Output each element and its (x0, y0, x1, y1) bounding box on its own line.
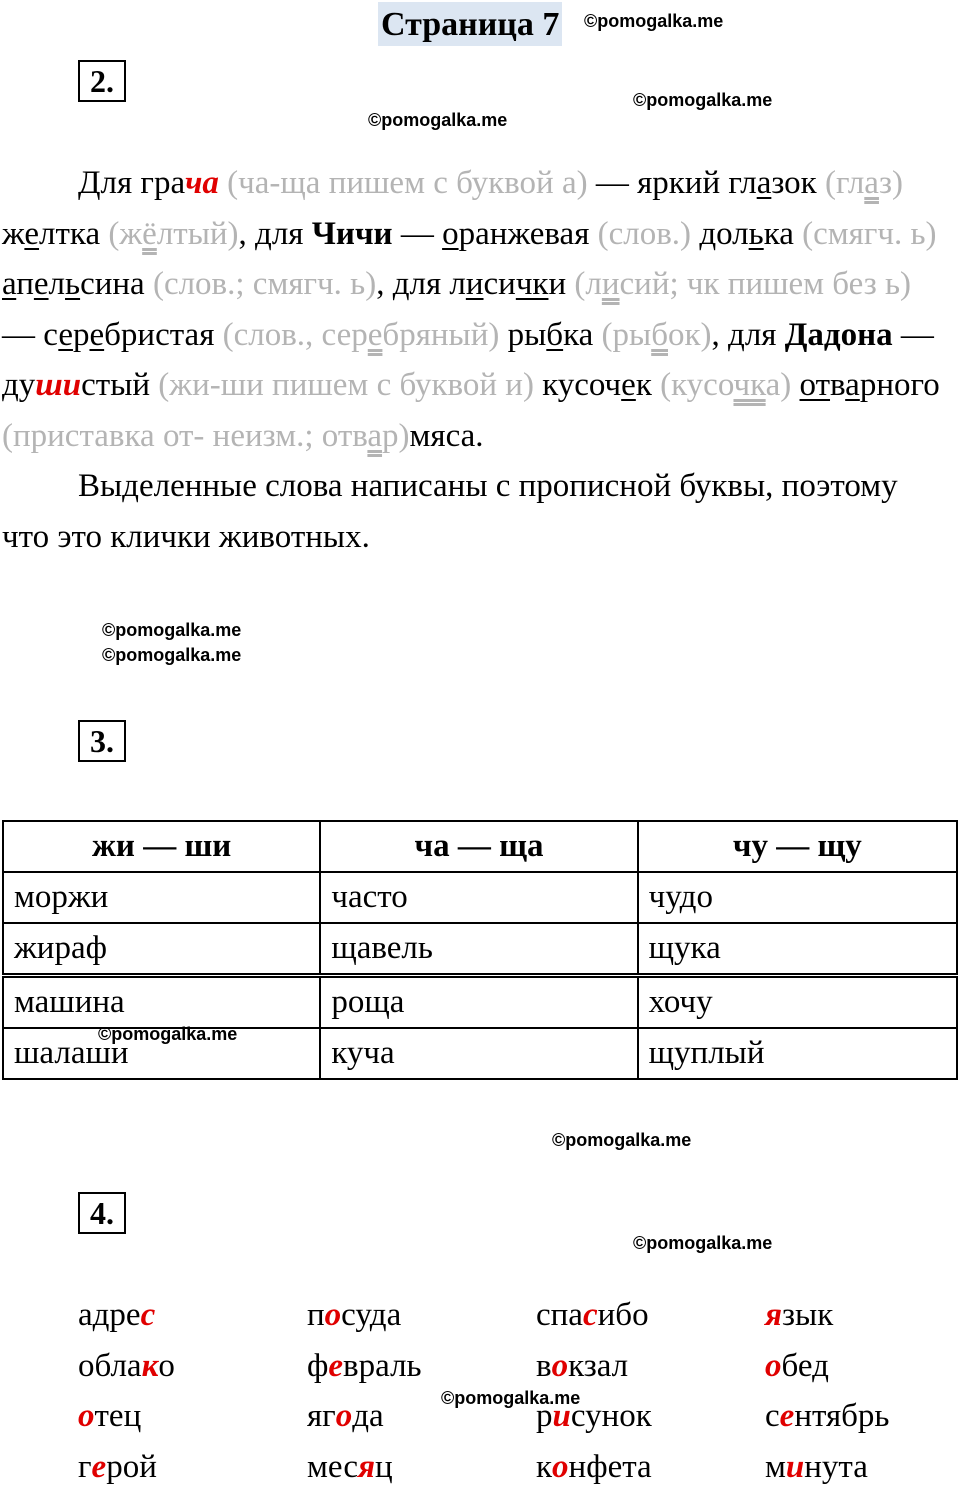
highlighted-letter: с (583, 1297, 598, 1333)
table-cell: чудо (638, 872, 957, 923)
table-cell: часто (320, 872, 637, 923)
word: ягода (307, 1391, 422, 1442)
exercise-2-number: 2. (78, 60, 126, 102)
highlighted-letter: я (358, 1449, 375, 1485)
table-header: ча — ща (320, 821, 637, 872)
highlighted-letter: и (786, 1449, 804, 1485)
word: язык (765, 1290, 889, 1341)
table-cell: щука (638, 923, 957, 976)
table-cell: щуплый (638, 1028, 957, 1079)
word: сентябрь (765, 1391, 889, 1442)
word: герой (78, 1442, 175, 1492)
table-cell: роща (320, 976, 637, 1029)
word: отец (78, 1391, 175, 1442)
highlighted-letter: и (553, 1398, 571, 1434)
table-row (3, 976, 957, 1029)
word: спасибо (536, 1290, 652, 1341)
page-title: Страница 7 (378, 2, 562, 46)
table-row (3, 872, 957, 923)
highlighted-letter: с (141, 1297, 156, 1333)
highlighted-letter: я (765, 1297, 782, 1333)
word: конфета (536, 1442, 652, 1492)
highlighted-letter: е (328, 1348, 343, 1384)
table-cell: машина (3, 976, 320, 1029)
word: адрес (78, 1290, 175, 1341)
table-header: жи — ши (3, 821, 320, 872)
exercise-2-text: Для грача (ча-ща пишем с буквой а) — яркий глазок (глаз) желтка (жёлтый), для Чичи — оранжевая (слов.) долька (смягч. ь) апельсина (слов.; смягч. ь), для лисички (лисий; чк пишем без ь) — серебристая (слов., серебряный) рыбка (рыбок), для Дадона — душистый (жи-ши пишем с буквой и) кусочек (кусочка) отварного (приставка от- неизм.; отвар)мяса. Выделенные слова написаны с прописной буквы, поэтому что это клички животных. (2, 158, 952, 562)
table-cell: щавель (320, 923, 637, 976)
highlighted-letter: о (552, 1449, 569, 1485)
word: февраль (307, 1341, 422, 1392)
table-cell: жираф (3, 923, 320, 976)
highlighted-letter: о (552, 1348, 569, 1384)
word: вокзал (536, 1341, 652, 1392)
table-cell: хочу (638, 976, 957, 1029)
table-cell: шалаши (3, 1028, 320, 1079)
watermark: ©pomogalka.me (552, 1130, 691, 1150)
table-cell: куча (320, 1028, 637, 1079)
watermark: ©pomogalka.me (102, 620, 241, 640)
highlighted-letter: о (78, 1398, 95, 1434)
watermark: ©pomogalka.me (368, 110, 507, 130)
watermark: ©pomogalka.me (441, 1388, 580, 1408)
word: месяц (307, 1442, 422, 1492)
table-row (3, 923, 957, 976)
highlighted-letter: о (336, 1398, 353, 1434)
watermark: ©pomogalka.me (633, 1233, 772, 1253)
exercise-2-summary: Выделенные слова написаны с прописной буквы, поэтому что это клички животных. (2, 461, 952, 562)
exercise-3-number: 3. (78, 720, 126, 762)
table-header: чу — щу (638, 821, 957, 872)
watermark: ©pomogalka.me (633, 90, 772, 110)
table-header-row (3, 821, 957, 872)
highlighted-letter: о (325, 1297, 342, 1333)
word: посуда (307, 1290, 422, 1341)
watermark: ©pomogalka.me (584, 11, 723, 31)
table-cell: моржи (3, 872, 320, 923)
highlighted-letter: о (765, 1348, 782, 1384)
word: обед (765, 1341, 889, 1392)
watermark: ©pomogalka.me (98, 1024, 237, 1044)
highlighted-letter: е (92, 1449, 107, 1485)
highlighted-letter: к (142, 1348, 159, 1384)
word: облако (78, 1341, 175, 1392)
highlighted-letter: е (780, 1398, 795, 1434)
word: минута (765, 1442, 889, 1492)
watermark: ©pomogalka.me (102, 645, 241, 665)
word: рисунок (536, 1391, 652, 1442)
exercise-4-number: 4. (78, 1192, 126, 1234)
